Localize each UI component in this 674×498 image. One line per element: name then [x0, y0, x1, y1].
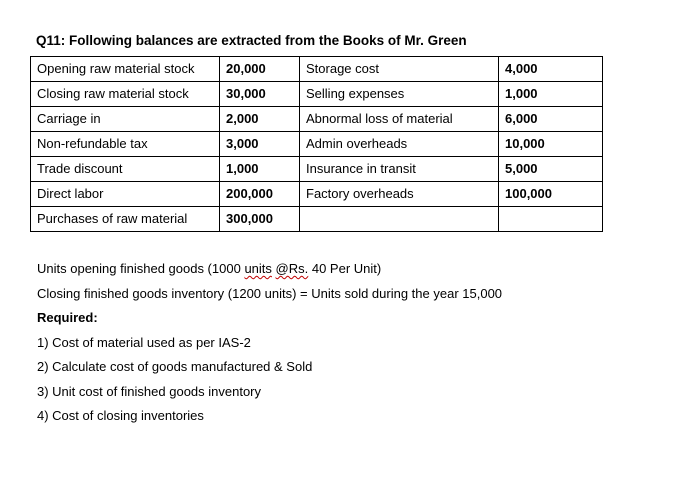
table-row [31, 57, 603, 82]
left-label-cell: Direct labor [31, 182, 220, 207]
requirement-item: 4) Cost of closing inventories [37, 408, 204, 423]
left-value-cell: 300,000 [220, 207, 300, 232]
right-label-cell: Admin overheads [300, 132, 499, 157]
opening-inventory-note [37, 260, 502, 285]
right-value-cell: 100,000 [499, 182, 603, 207]
right-label-cell: Storage cost [300, 57, 499, 82]
closing-inventory-note: Closing finished goods inventory (1200 units) = Units sold during the year 15,000 [37, 285, 503, 301]
table-row [31, 207, 603, 232]
right-label-cell: Abnormal loss of material [300, 107, 499, 132]
left-value-cell: 3,000 [220, 132, 300, 157]
right-value-cell: 10,000 [499, 132, 603, 157]
left-label-cell: Closing raw material stock [31, 82, 220, 107]
question-title: Q11: Following balances are extracted from the Books of Mr. Green [36, 33, 467, 48]
spellcheck-word: @Rs. [275, 261, 309, 276]
right-value-cell: 5,000 [499, 157, 603, 182]
right-value-cell: 4,000 [499, 57, 603, 82]
table-row [31, 132, 603, 157]
spellcheck-word: units [244, 261, 272, 276]
right-label-cell: Selling expenses [300, 82, 499, 107]
right-label-cell: Factory overheads [300, 182, 499, 207]
right-value-cell: 1,000 [499, 82, 603, 107]
question-notes [37, 260, 502, 432]
left-value-cell: 30,000 [220, 82, 300, 107]
left-value-cell: 200,000 [220, 182, 300, 207]
opening-text-start: Units opening finished goods (1000 [37, 261, 245, 276]
opening-text-end: 40 Per Unit) [308, 261, 382, 276]
left-label-cell: Trade discount [31, 157, 220, 182]
requirement-item: 3) Unit cost of finished goods inventory [37, 383, 262, 399]
requirement-item: 1) Cost of material used as per IAS-2 [37, 334, 251, 350]
table-row [31, 182, 603, 207]
left-label-cell: Carriage in [31, 107, 220, 132]
left-value-cell: 20,000 [220, 57, 300, 82]
required-heading: Required: [37, 310, 98, 325]
left-label-cell: Opening raw material stock [31, 57, 220, 82]
left-value-cell: 1,000 [220, 157, 300, 182]
left-label-cell: Purchases of raw material [31, 207, 220, 232]
right-value-cell [499, 207, 603, 232]
table-row [31, 107, 603, 132]
right-value-cell: 6,000 [499, 107, 603, 132]
left-label-cell: Non-refundable tax [31, 132, 220, 157]
right-label-cell: Insurance in transit [300, 157, 499, 182]
table-row [31, 82, 603, 107]
requirement-item: 2) Calculate cost of goods manufactured & Sold [37, 359, 313, 374]
left-value-cell: 2,000 [220, 107, 300, 132]
table-row [31, 157, 603, 182]
balances-table [30, 56, 603, 232]
right-label-cell [300, 207, 499, 232]
